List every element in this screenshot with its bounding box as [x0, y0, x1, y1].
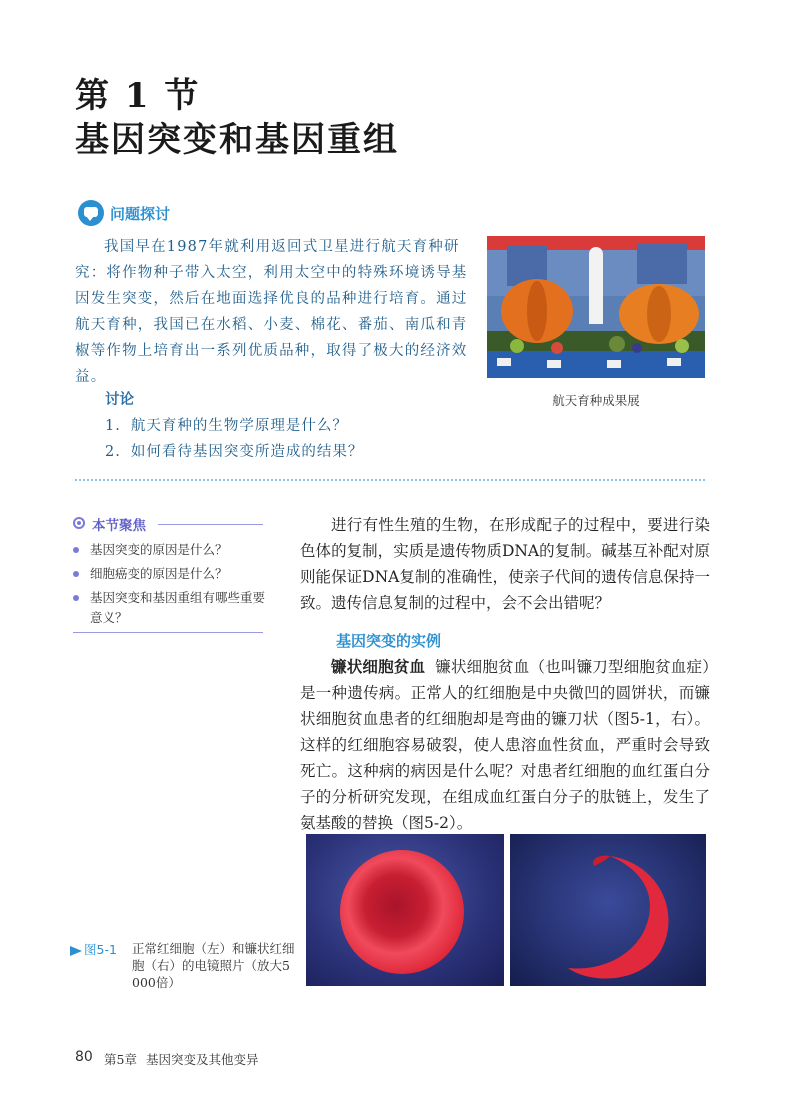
chapter-title: 基因突变及其他变异 — [146, 1052, 259, 1067]
section-divider — [75, 479, 705, 481]
discussion-label: 问题探讨 — [110, 205, 171, 223]
speech-bubble-icon — [78, 200, 104, 226]
term: 镰状细胞贫血 — [331, 657, 426, 676]
section-number: 第 1 节 — [75, 76, 201, 116]
focus-item — [73, 588, 273, 628]
discuss-heading: 讨论 — [105, 392, 134, 408]
focus-item-text: 基因突变的原因是什么？ — [90, 542, 228, 557]
sickle-red-cell-micrograph — [510, 834, 706, 986]
question-text: 航天育种的生物学原理是什么？ — [130, 418, 348, 434]
exhibit-illustration — [487, 236, 705, 378]
section-title: 基因突变和基因重组 — [75, 120, 399, 160]
figure-number: 图5-1 — [84, 942, 117, 957]
discussion-question — [105, 440, 363, 461]
discussion-question — [105, 414, 348, 435]
subheading: 基因突变的实例 — [336, 632, 442, 650]
chapter-number: 第5章 — [104, 1052, 137, 1067]
photo-caption: 航天育种成果展 — [552, 393, 640, 408]
focus-rule-bottom — [73, 632, 263, 633]
normal-red-cell-image — [306, 834, 504, 986]
question-number: 2. — [105, 444, 121, 460]
bullet-icon — [73, 547, 79, 553]
figure-caption: 正常红细胞（左）和镰状红细胞（右）的电镜照片（放大5 000倍） — [132, 941, 295, 990]
discussion-paragraph: 我国早在1987年就利用返回式卫星进行航天育种研究：将作物种子带入太空，利用太空中的特殊环境诱导基因发生突变，然后在地面选择优良的品种进行培育。通过航天育种，我国已在水稻、小麦、棉花、番茄、南瓜和青椒等作物上培育出一系列优质品种，取得了极大的经济效益。 — [75, 239, 468, 385]
target-icon — [73, 517, 85, 529]
arrow-right-icon — [70, 946, 82, 956]
focus-item — [73, 540, 273, 560]
focus-item-text: 基因突变和基因重组有哪些重要意义？ — [90, 590, 266, 625]
question-number: 1. — [105, 418, 121, 434]
space-breeding-exhibit-photo — [487, 236, 705, 378]
intro-paragraph: 进行有性生殖的生物，在形成配子的过程中，要进行染色体的复制，实质是遗传物质DNA的复制。碱基互补配对原则能保证DNA复制的准确性，使亲子代间的遗传信息保持一致。遗传信息复制的过程中，会不会出错呢？ — [300, 516, 710, 612]
figure-label — [70, 940, 117, 958]
bullet-icon — [73, 571, 79, 577]
sickle-cell-paragraph — [300, 654, 710, 836]
focus-rule — [158, 524, 263, 525]
paragraph-body: 镰状细胞贫血（也叫镰刀型细胞贫血症）是一种遗传病。正常人的红细胞是中央微凹的圆饼状，而镰状细胞贫血患者的红细胞却是弯曲的镰刀状（图5-1，右）。这样的红细胞容易破裂，使人患溶血性贫血，严重时会导致死亡。这种病的病因是什么呢？对患者红细胞的血红蛋白分子的分析研究发现，在组成血红蛋白分子的肽链上，发生了氨基酸的替换（图5-2）。 — [300, 658, 710, 832]
focus-item — [73, 564, 273, 584]
normal-red-cell-micrograph — [306, 834, 504, 986]
focus-label: 本节聚焦 — [92, 518, 146, 534]
page-number: 80 — [75, 1049, 93, 1065]
bullet-icon — [73, 595, 79, 601]
question-text: 如何看待基因突变所造成的结果？ — [130, 444, 364, 460]
focus-item-text: 细胞癌变的原因是什么？ — [90, 566, 228, 581]
sickle-red-cell-image — [510, 834, 706, 986]
